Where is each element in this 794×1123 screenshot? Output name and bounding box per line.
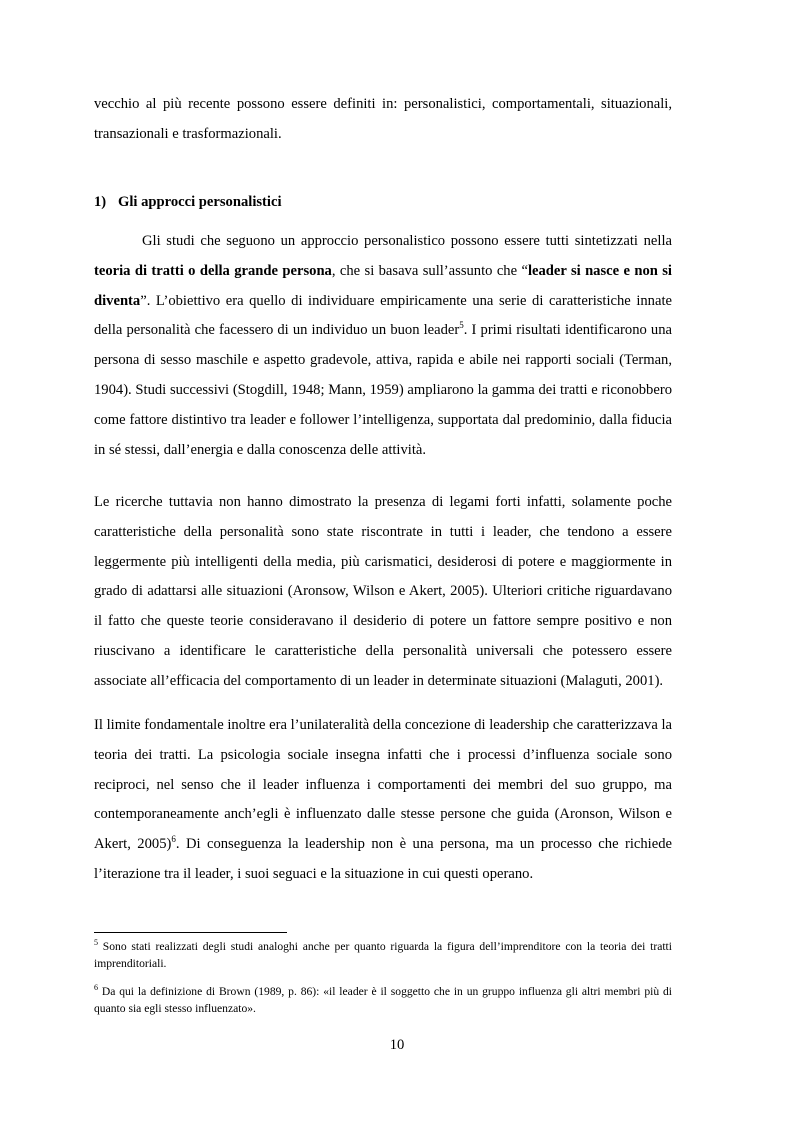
p2-bold-quote: leader si nasce e non si diventa xyxy=(94,262,672,309)
p2-bold-trait-theory: teoria di tratti o della grande persona xyxy=(94,262,332,279)
footnote-separator xyxy=(94,932,287,933)
footnote-5-text: Sono stati realizzati degli studi analoghi anche per quanto riguarda la figura dell’imprenditore con la teoria dei tratti imprenditoriali. xyxy=(94,940,672,970)
p4-text-b: . Di conseguenza la leadership non è una persona, ma un processo che richiede l’iterazione tra il leader, i suoi seguaci e la situazione in cui questi operano. xyxy=(94,836,672,882)
footnote-ref-5[interactable]: 5 xyxy=(459,320,464,331)
p4-text-a: Il limite fondamentale inoltre era l’unilateralità della concezione di leadership che caratterizzava la teoria dei tratti. La psicologia sociale insegna infatti che i processi d’influenza sociale sono reciproci, nel senso che il leader influenza i comportamenti dei membri del suo gruppo, ma contemporaneamente anch’egli è influenzato dalle stesse persone che guida (Aronson, Wilson e Akert, 2005) xyxy=(94,717,672,853)
paragraph-limits xyxy=(94,711,672,890)
paragraph-trait-theory xyxy=(94,227,672,465)
paragraph-criticism: Le ricerche tuttavia non hanno dimostrato la presenza di legami forti infatti, solamente poche caratteristiche della personalità sono state riscontrate in tutti i leader, che tendono a essere leggermente più intelligenti della media, più carismatici, desiderosi di potere e maggiormente in grado di adattarsi alle situazioni (Aronsow, Wilson e Akert, 2005). Ulteriori critiche riguardavano il fatto che queste teorie consideravano il desiderio di potere un fattore sempre positivo e non riuscivano a identificare le caratteristiche della personalità universali che potessero essere associate all’efficacia del comportamento di un leader in determinate situazioni (Malaguti, 2001). xyxy=(94,494,672,689)
page-number: 10 xyxy=(389,1037,405,1053)
footnote-mark-6: 6 xyxy=(94,983,98,993)
section-number: 1) xyxy=(94,194,107,210)
p2-text-e: ”. L’obiettivo era quello di individuare empiricamente una serie di caratteristiche innate della personalità che facessero di un individuo un buon leader xyxy=(94,292,672,339)
paragraph-intro-continuation: vecchio al più recente possono essere definiti in: personalistici, comportamentali, situazionali, transazionali e trasformazionali. xyxy=(94,96,672,142)
section-title: Gli approcci personalistici xyxy=(118,194,282,210)
section-heading xyxy=(94,188,282,218)
footnote-6-text: Da qui la definizione di Brown (1989, p. 86): «il leader è il soggetto che in un gruppo influenza gli altri membri più di quanto sia egli stesso influenzato». xyxy=(94,985,672,1015)
p2-text-f: . I primi risultati identificarono una persona di sesso maschile e aspetto gradevole, attiva, rapida e abile nei rapporti sociali (Terman, 1904). Studi successivi (Stogdill, 1948; Mann, 1959) ampliarono la gamma dei tratti e riconobbero come fattore distintivo tra leader e follower l’intelligenza, supportata dal predominio, dalla fiducia in sé stessi, dall’energia e dalla conoscenza delle attività. xyxy=(94,322,672,458)
p2-text-c: , che si basava sull’assunto che “ xyxy=(331,262,528,279)
footnote-6 xyxy=(94,984,672,1017)
footnote-5 xyxy=(94,939,672,972)
p2-text-a: Gli studi che seguono un approccio personalistico possono essere tutti sintetizzati nella xyxy=(142,233,672,249)
footnote-mark-5: 5 xyxy=(94,938,98,948)
footnote-ref-6[interactable]: 6 xyxy=(171,834,176,845)
